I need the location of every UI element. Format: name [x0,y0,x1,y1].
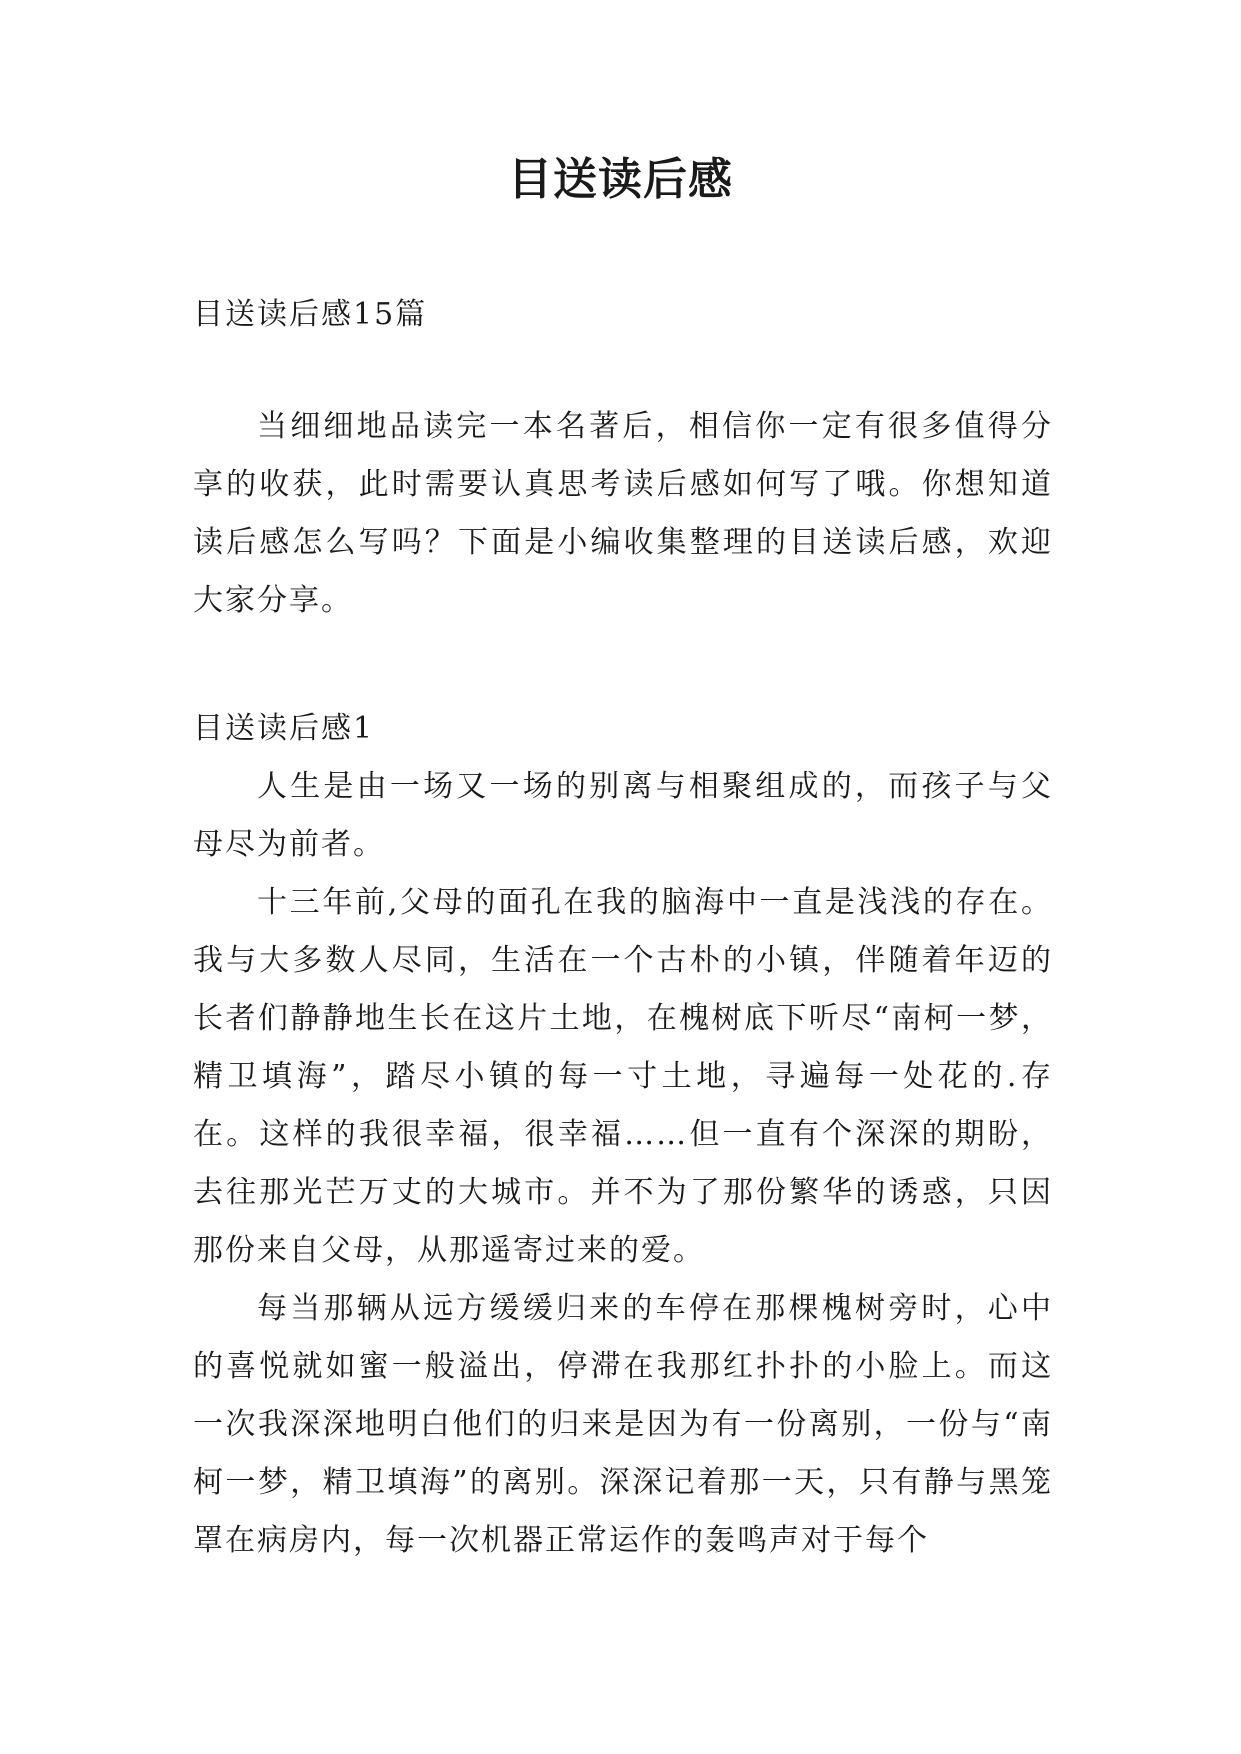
paragraph: 每当那辆从远方缓缓归来的车停在那棵槐树旁时，心中的喜悦就如蜜一般溢出，停滞在我那红扑扑的小脸上。而这一次我深深地明白他们的归来是因为有一份离别，一份与“南柯一梦，精卫填海”的离别。深深记着那一天，只有静与黑笼罩在病房内，每一次机器正常运作的轰鸣声对于每个 [193,1291,1053,1558]
document-subtitle: 目送读后感15篇 [193,297,428,332]
section-body [193,758,1053,1570]
paragraph: 十三年前,父母的面孔在我的脑海中一直是浅浅的存在。我与大多数人尽同，生活在一个古朴的小镇，伴随着年迈的长者们静静地生长在这片土地，在槐树底下听尽“南柯一梦，精卫填海”，踏尽小镇的每一寸土地，寻遍每一处花的.存在。这样的我很幸福，很幸福……但一直有个深深的期盼，去往那光芒万丈的大城市。并不为了那份繁华的诱惑，只因那份来自父母，从那遥寄过来的爱。 [193,885,1053,1268]
section-heading: 目送读后感1 [193,711,375,746]
paragraph: 人生是由一场又一场的别离与相聚组成的，而孩子与父母尽为前者。 [193,769,1053,862]
intro-paragraph: 当细细地品读完一本名著后，相信你一定有很多值得分享的收获，此时需要认真思考读后感如何写了哦。你想知道读后感怎么写吗？下面是小编收集整理的目送读后感，欢迎大家分享。 [193,409,1053,618]
document-title: 目送读后感 [508,154,733,205]
